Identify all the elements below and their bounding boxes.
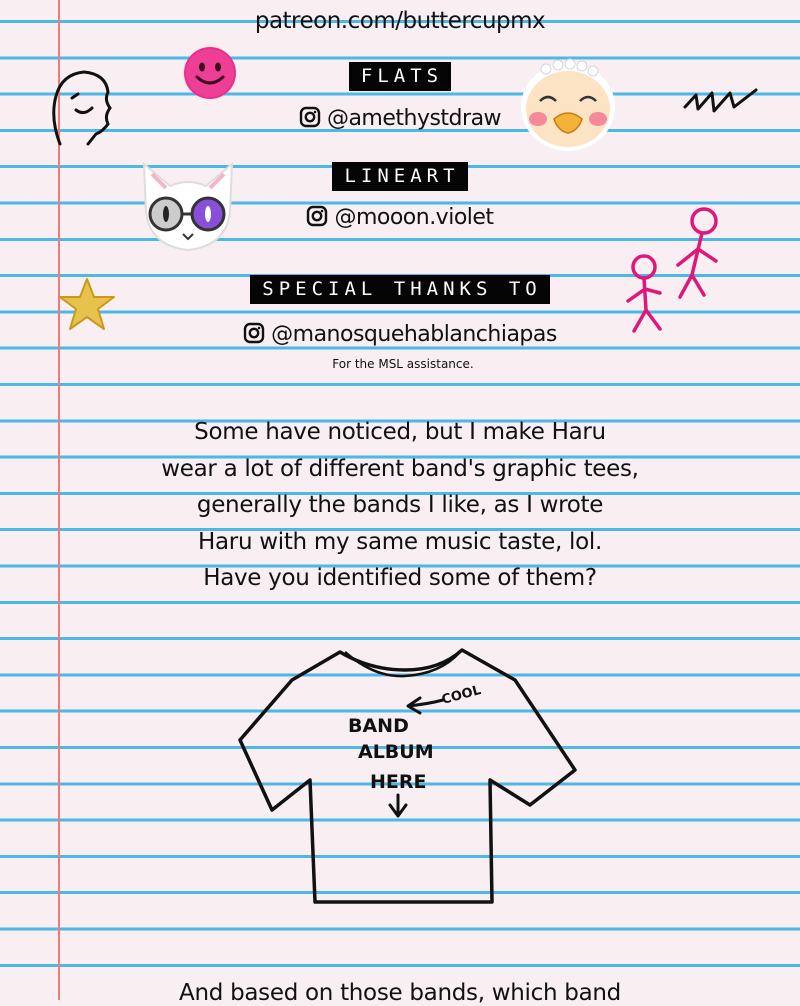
instagram-icon xyxy=(243,322,265,350)
flats-handle: @amethystdraw xyxy=(326,106,502,131)
tshirt-line-album: ALBUM xyxy=(358,741,434,763)
flats-handle-row[interactable] xyxy=(0,106,800,134)
duck-sticker xyxy=(518,55,618,153)
paragraph-line: Some have noticed, but I make Haru xyxy=(194,419,606,445)
paragraph-line: generally the bands I like, as I wrote xyxy=(196,492,604,518)
smiley-sticker xyxy=(182,45,238,101)
credit-flats xyxy=(0,62,800,91)
face-doodle xyxy=(48,68,114,150)
paragraph-line: Have you identified some of them? xyxy=(203,565,597,591)
haru-tees-paragraph xyxy=(0,414,800,597)
squiggle-doodle xyxy=(682,85,762,119)
footer-partial-text: And based on those bands, which band xyxy=(179,980,621,1006)
patreon-url[interactable]: patreon.com/buttercupmx xyxy=(254,8,546,34)
lineart-handle: @mooon.violet xyxy=(334,205,494,230)
special-thanks-label: SPECIAL THANKS TO xyxy=(250,275,549,304)
credit-lineart xyxy=(0,162,800,191)
special-thanks-note: For the MSL assistance. xyxy=(332,357,474,371)
paragraph-line: Haru with my same music taste, lol. xyxy=(198,528,602,555)
instagram-icon xyxy=(299,106,321,134)
paragraph-line: wear a lot of different band's graphic tees, xyxy=(161,455,639,482)
stick-figures-doodle xyxy=(622,205,732,335)
tshirt-drawing xyxy=(230,640,590,915)
lineart-label: LINEART xyxy=(332,162,467,191)
tshirt-line-here: HERE xyxy=(370,771,427,793)
special-thanks-handle: @manosquehablanchiapas xyxy=(271,322,557,347)
tshirt-cool-label: COOL xyxy=(440,683,483,708)
cat-sticker xyxy=(136,158,240,256)
star-sticker xyxy=(57,276,117,334)
flats-label: FLATS xyxy=(349,62,451,91)
tshirt-line-band: BAND xyxy=(348,715,409,737)
instagram-icon xyxy=(306,205,328,233)
